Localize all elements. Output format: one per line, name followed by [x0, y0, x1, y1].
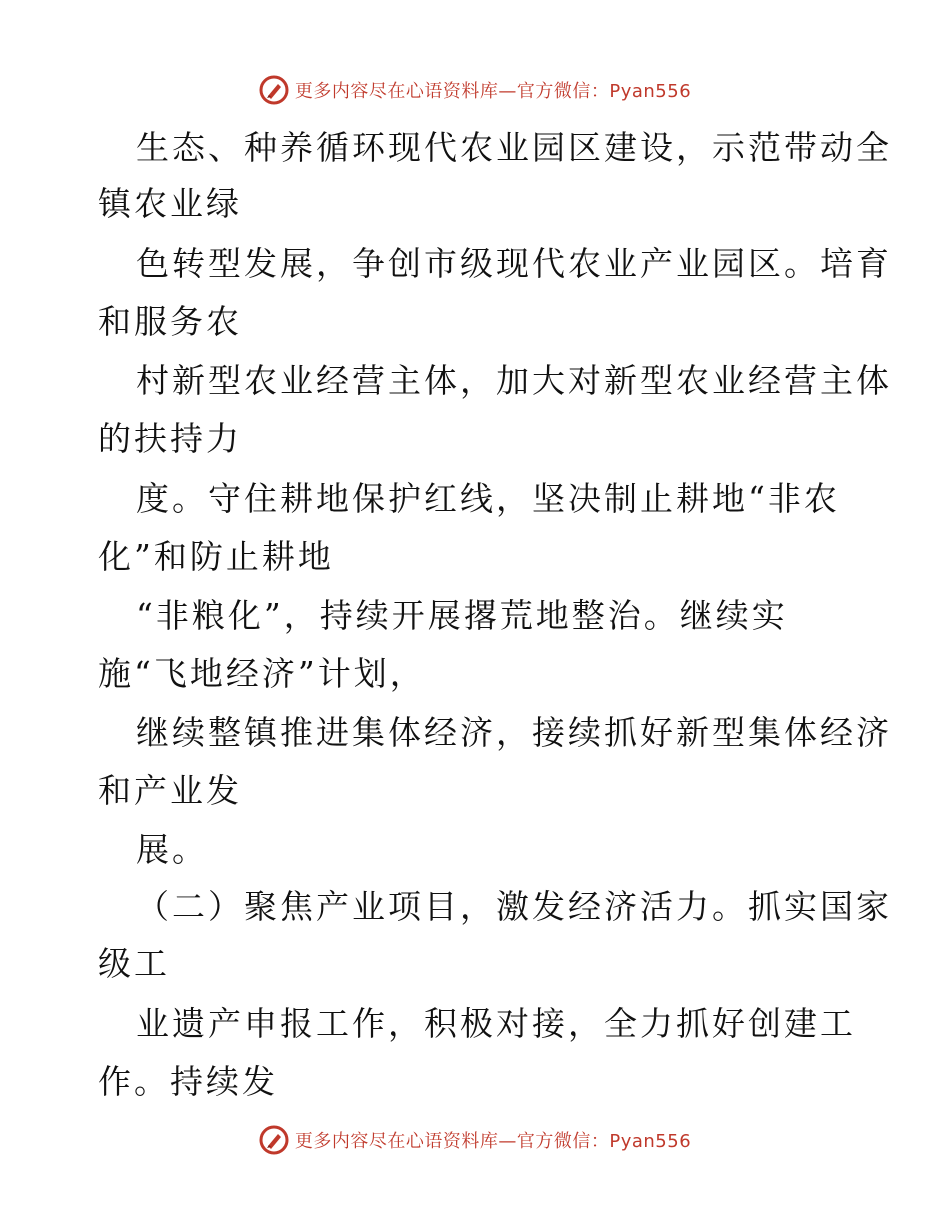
text-line: 展。: [136, 830, 208, 869]
text-line: 度。守住耕地保护红线，坚决制止耕地“非农: [136, 479, 840, 518]
text-line: 施“飞地经济”计划，: [98, 654, 426, 693]
text-line: 色转型发展，争创市级现代农业产业园区。培育: [136, 244, 892, 283]
pen-seal-icon: [259, 75, 289, 105]
text-line: 生态、种养循环现代农业园区建设，示范带动全: [136, 128, 892, 167]
watermark-text: 更多内容尽在心语资料库—官方微信：Pyan556: [294, 81, 692, 102]
text-line: 级工: [98, 944, 170, 983]
text-line: （二）聚焦产业项目，激发经济活力。抓实国家: [136, 887, 892, 926]
text-line: 镇农业绿: [98, 184, 242, 223]
text-line: 和产业发: [98, 771, 242, 810]
text-line: 作。持续发: [98, 1062, 278, 1101]
text-line: 化”和防止耕地: [98, 537, 334, 576]
footer-watermark: [0, 1120, 950, 1160]
text-line: 和服务农: [98, 302, 242, 341]
text-line: 村新型农业经营主体，加大对新型农业经营主体: [136, 361, 892, 400]
header-watermark: [0, 70, 950, 110]
pen-seal-icon: [259, 1125, 289, 1155]
text-line: 业遗产申报工作，积极对接，全力抓好创建工: [136, 1004, 856, 1043]
watermark-text: 更多内容尽在心语资料库—官方微信：Pyan556: [294, 1131, 692, 1152]
text-line: 的扶持力: [98, 419, 242, 458]
text-line: “非粮化”，持续开展撂荒地整治。继续实: [136, 596, 788, 635]
text-line: 继续整镇推进集体经济，接续抓好新型集体经济: [136, 713, 892, 752]
